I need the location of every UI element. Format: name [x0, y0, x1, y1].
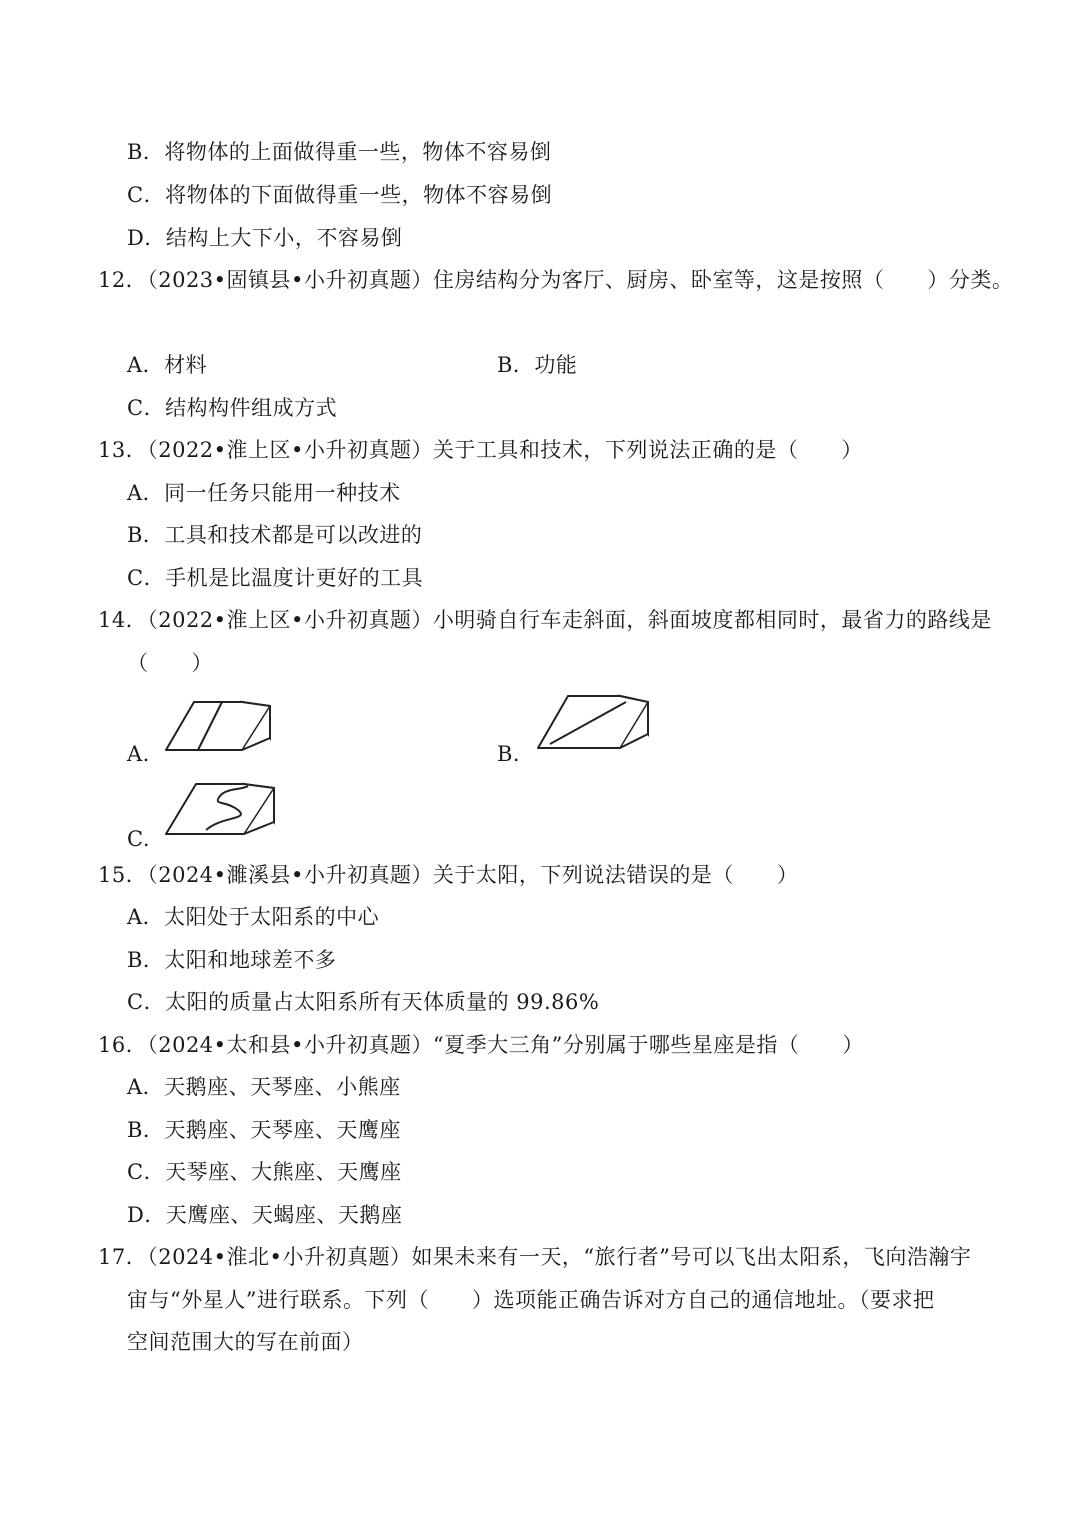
q14-stem: 14．（2022•淮上区•小升初真题）小明骑自行车走斜面，斜面坡度都相同时，最省力的路线是 [98, 608, 992, 632]
q12-option-a: A．材料 [127, 353, 208, 377]
q12-stem: 12．（2023•固镇县•小升初真题）住房结构分为客厅、厨房、卧室等，这是按照（ ）分类。 [98, 268, 1014, 292]
q12-option-b: B．功能 [497, 353, 578, 377]
q17-stem-line-2: 宙与“外星人”进行联系。下列（ ）选项能正确告诉对方自己的通信地址。（要求把 [127, 1288, 935, 1312]
q14-option-b-label: B. [497, 742, 521, 766]
q14-ramp-diagonal-figure [534, 690, 652, 754]
q17-stem-line-3: 空间范围大的写在前面） [127, 1330, 364, 1354]
q13-stem: 13．（2022•淮上区•小升初真题）关于工具和技术，下列说法正确的是（ ） [98, 438, 863, 462]
q15-option-c: C．太阳的质量占太阳系所有天体质量的 99.86% [127, 990, 600, 1014]
q14-option-c-label: C. [127, 827, 150, 851]
q11-option-b: B．将物体的上面做得重一些，物体不容易倒 [127, 140, 552, 164]
q16-option-c: C．天琴座、大熊座、天鹰座 [127, 1160, 402, 1184]
q16-option-b: B．天鹅座、天琴座、天鹰座 [127, 1118, 401, 1142]
q16-option-a: A．天鹅座、天琴座、小熊座 [127, 1075, 401, 1099]
q14-ramp-zigzag-figure [162, 776, 278, 842]
q12-option-c: C．结构构件组成方式 [127, 396, 338, 420]
q14-ramp-straight-up-figure [162, 694, 274, 758]
q14-answer-paren: （ ） [127, 651, 213, 675]
q13-option-a: A．同一任务只能用一种技术 [127, 481, 401, 505]
q11-option-c: C．将物体的下面做得重一些，物体不容易倒 [127, 183, 553, 207]
q15-option-b: B．太阳和地球差不多 [127, 948, 337, 972]
q13-option-b: B．工具和技术都是可以改进的 [127, 523, 423, 547]
q13-option-c: C．手机是比温度计更好的工具 [127, 566, 424, 590]
q15-stem: 15．（2024•濉溪县•小升初真题）关于太阳，下列说法错误的是（ ） [98, 863, 799, 887]
q16-stem: 16．（2024•太和县•小升初真题）“夏季大三角”分别属于哪些星座是指（ ） [98, 1033, 864, 1057]
q16-option-d: D．天鹰座、天蝎座、天鹅座 [127, 1203, 403, 1227]
q17-stem-line-1: 17．（2024•淮北•小升初真题）如果未来有一天，“旅行者”号可以飞出太阳系，飞向浩瀚宇 [98, 1245, 972, 1269]
q14-option-a-label: A. [127, 742, 150, 766]
q15-option-a: A．太阳处于太阳系的中心 [127, 905, 380, 929]
q11-option-d: D．结构上大下小，不容易倒 [127, 226, 403, 250]
